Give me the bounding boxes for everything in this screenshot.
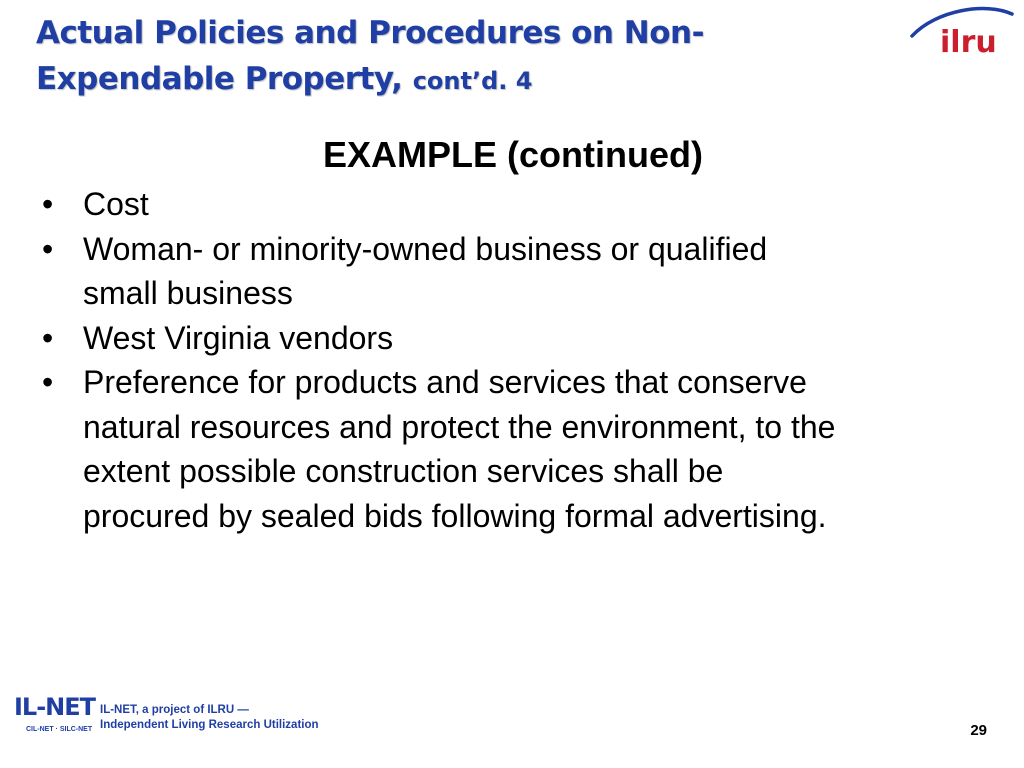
footer-sub-brand: CIL-NET · SILC-NET [26,726,93,733]
logo-text: ilru [940,25,997,60]
subheading-text: EXAMPLE (continued) [323,134,703,175]
title-line-1: Actual Policies and Procedures on Non- [36,15,704,51]
bullet-icon: • [42,230,54,267]
list-item-line: extent possible construction services shall be [83,453,724,489]
title-line-2 [36,56,896,104]
title-line-2-main: Expendable Property, [36,61,403,97]
list-item [40,360,990,538]
list-item-line: Woman- or minority-owned business or qualified [83,230,768,267]
bullet-icon: • [42,186,54,222]
page-number: 29 [970,722,987,739]
ilru-logo [906,2,1018,62]
list-item-line: procured by sealed bids following formal advertising. [83,497,827,534]
list-item-line: small business [83,275,293,311]
footer-desc-line-1: IL-NET, a project of ILRU — [100,704,249,716]
bullet-icon: • [42,319,54,356]
footer-brand: IL-NET [14,693,96,721]
footer-description [100,703,319,733]
list-item [40,316,990,361]
bullet-list [40,182,990,538]
list-item-line: Cost [83,186,149,222]
il-net-logo [14,693,324,739]
list-item-line: Preference for products and services that conserve [83,364,807,400]
list-item [40,227,990,316]
footer-desc-line-2: Independent Living Research Utilization [100,719,319,731]
subheading [0,134,1016,176]
list-item-line: natural resources and protect the environment, to the [83,408,836,445]
slide-title [36,10,896,104]
bullet-icon: • [42,364,54,400]
list-item [40,182,990,227]
title-suffix: cont’d. 4 [412,67,533,95]
list-item-line: West Virginia vendors [83,319,394,356]
